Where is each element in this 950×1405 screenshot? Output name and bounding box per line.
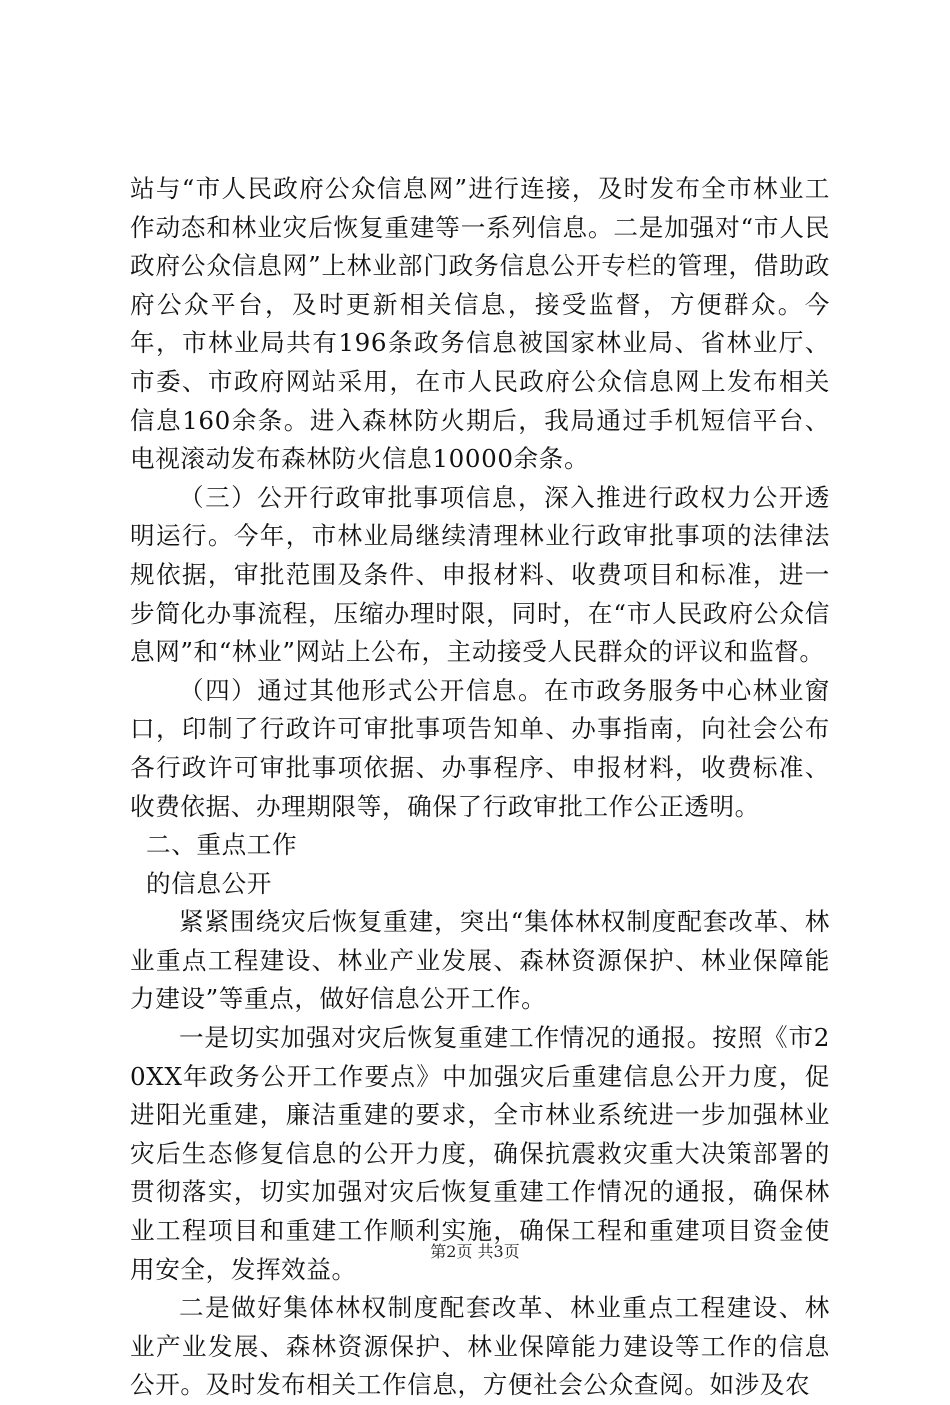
document-body (130, 170, 830, 1405)
paragraph-approval-items: （三）公开行政审批事项信息，深入推进行政权力公开透明运行。今年，市林业局继续清理林业行政审批事项的法律法规依据，审批范围及条件、申报材料、收费项目和标准，进一步简化办事流程，压缩办理时限，同时，在“市人民政府公众信息网”和“林业”网站上公布，主动接受人民群众的评议和监督。 (130, 482, 830, 667)
paragraph-other-forms: （四）通过其他形式公开信息。在市政务服务中心林业窗口，印制了行政许可审批事项告知单、办事指南，向社会公布各行政许可审批事项依据、办事程序、申报材料，收费标准、收费依据、办理期限等，确保了行政审批工作公正透明。 (130, 675, 830, 821)
paragraph-reconstruction-report: 一是切实加强对灾后恢复重建工作情况的通报。按照《市20XX年政务公开工作要点》中加强灾后重建信息公开力度，促进阳光重建，廉洁重建的要求，全市林业系统进一步加强林业灾后生态修复信息的公开力度，确保抗震救灾重大决策部署的贯彻落实，切实加强对灾后恢复重建工作情况的通报，确保林业工程项目和重建工作顺利实施，确保工程和重建项目资金使用安全，发挥效益。 (130, 1023, 830, 1284)
paragraph-reform-info: 二是做好集体林权制度配套改革、林业重点工程建设、林业产业发展、森林资源保护、林业保障能力建设等工作的信息公开。及时发布相关工作信息，方便社会公众查阅。如涉及农 (130, 1293, 830, 1400)
paragraph-reconstruction-focus: 紧紧围绕灾后恢复重建，突出“集体林权制度配套改革、林业重点工程建设、林业产业发展、森林资源保护、林业保障能力建设”等重点，做好信息公开工作。 (130, 907, 830, 1014)
section-heading-continued: 的信息公开 (146, 868, 272, 898)
section-heading: 二、重点工作 (146, 830, 298, 860)
paragraph-website-info: 站与“市人民政府公众信息网”进行连接，及时发布全市林业工作动态和林业灾后恢复重建等一系列信息。二是加强对“市人民政府公众信息网”上林业部门政务信息公开专栏的管理，借助政府公众平台，及时更新相关信息，接受监督，方便群众。今年，市林业局共有196条政务信息被国家林业局、省林业厅、市委、市政府网站采用，在市人民政府公众信息网上发布相关信息160余条。进入森林防火期后，我局通过手机短信平台、电视滚动发布森林防火信息10000余条。 (130, 174, 830, 474)
page-footer: 第2页 共3页 (430, 1242, 520, 1261)
